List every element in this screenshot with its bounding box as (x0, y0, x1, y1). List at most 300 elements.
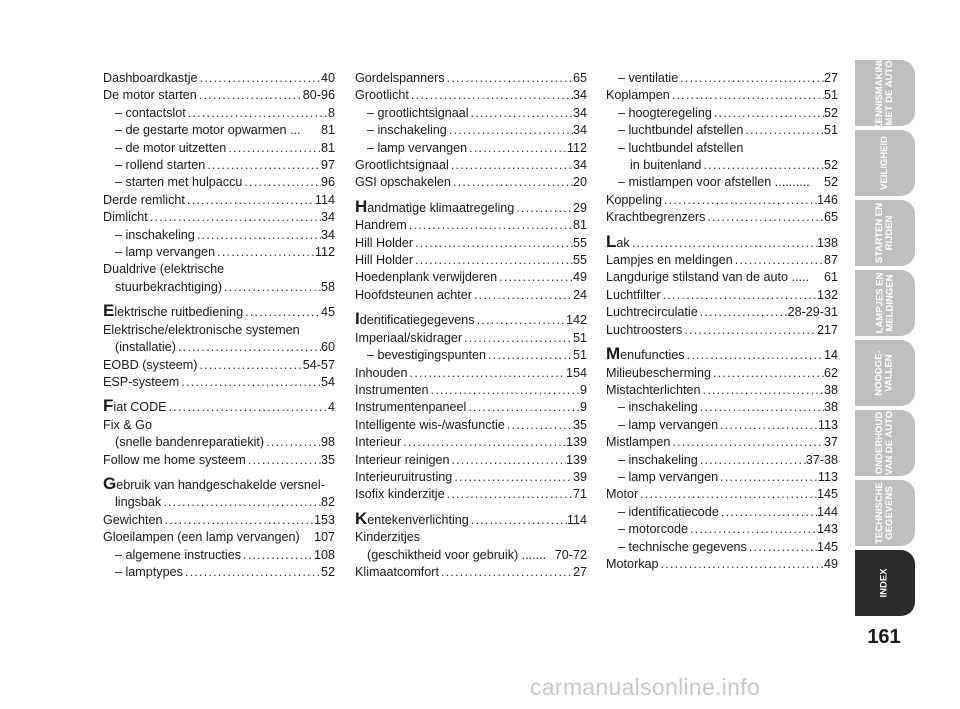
entry-text: Dashboardkastje (103, 71, 198, 85)
entry-text: – lamp vervangen (367, 140, 468, 155)
entry-page: 52 (320, 564, 335, 579)
index-entry (355, 157, 587, 174)
index-entry-multiline (606, 140, 838, 175)
leader-dots (718, 469, 818, 486)
entry-page: 81 (320, 123, 335, 138)
entry-text: Imperiaal/skidrager (355, 330, 463, 345)
entry-text: Isofix kinderzitje (355, 487, 445, 502)
entry-page: 9 (579, 400, 587, 415)
entry-text: Gloeilampen (een lamp vervangen) (103, 530, 300, 545)
entry-page: 37 (823, 435, 838, 450)
entry-initial: H (355, 196, 368, 216)
index-entry (355, 434, 587, 451)
index-entry (103, 547, 335, 564)
leader-dots (452, 469, 573, 486)
entry-term (606, 417, 718, 434)
leader-dots (638, 486, 817, 503)
leader-dots (701, 382, 824, 399)
index-entry (355, 140, 587, 157)
index-entry (606, 539, 838, 556)
index-entry (606, 345, 838, 364)
entry-term (103, 244, 215, 261)
leader-dots (413, 235, 573, 252)
entry-text: ak (616, 235, 630, 250)
entry-term (103, 547, 241, 564)
entry-term (606, 365, 711, 382)
leader-dots (462, 330, 573, 347)
entry-term (606, 192, 662, 209)
index-entry (606, 192, 838, 209)
entry-text: EOBD (systeem) (103, 357, 198, 372)
index-entry (103, 70, 335, 87)
index-entry (355, 87, 587, 104)
entry-page: 61 (823, 270, 838, 285)
entry-text: Interieuruitrusting (355, 469, 453, 484)
entry-page: 96 (320, 175, 335, 190)
entry-text: in buitenland (630, 158, 702, 173)
entry-text: – grootlichtsignaal (367, 105, 469, 120)
index-entry (103, 122, 335, 139)
index-entry (606, 70, 838, 87)
entry-term (103, 87, 197, 104)
leader-dots (698, 452, 806, 469)
index-entry (103, 87, 335, 104)
entry-text: – technische gegevens (618, 539, 747, 554)
index-entry (355, 510, 587, 529)
leader-dots (733, 252, 824, 269)
entry-term (103, 209, 148, 226)
entry-text: lingsbak (115, 495, 162, 510)
entry-text: andmatige klimaatregeling (367, 200, 515, 215)
leader-dots (450, 452, 566, 469)
leader-dots (688, 521, 817, 538)
section-tab[interactable] (855, 55, 915, 131)
leader-dots (198, 70, 321, 87)
entry-text: Hoofdsteunen achter (355, 287, 472, 302)
section-tab[interactable] (855, 270, 915, 336)
entry-term (355, 87, 409, 104)
index-entry (606, 452, 838, 469)
index-entry (103, 529, 335, 546)
entry-text: Luchtfilter (606, 287, 661, 302)
entry-text: Koplampen (606, 88, 670, 103)
entry-page: 39 (572, 469, 587, 484)
entry-text: Instrumentenpaneel (355, 400, 467, 415)
entry-term (355, 287, 472, 304)
section-tab[interactable] (855, 130, 915, 196)
leader-dots (409, 87, 573, 104)
index-entry (606, 399, 838, 416)
index-entry (103, 357, 335, 374)
index-entry (606, 469, 838, 486)
entry-term (103, 452, 246, 469)
entry-initial: M (606, 344, 621, 364)
entry-text: lektrische ruitbediening (114, 305, 244, 320)
entry-page: 146 (816, 192, 838, 207)
leader-dots (472, 287, 573, 304)
index-entry (355, 347, 587, 364)
entry-term (606, 539, 747, 556)
entry-term (103, 122, 301, 139)
leader-dots (682, 322, 817, 339)
entry-term (103, 192, 185, 209)
index-entry-multiline (103, 322, 335, 357)
index-entry (606, 556, 838, 573)
leader-dots (670, 87, 824, 104)
leader-dots (469, 105, 573, 122)
entry-initial: K (355, 508, 368, 528)
index-entry (355, 417, 587, 434)
entry-text: stuurbekrachtiging) (115, 279, 223, 294)
entry-page: 81 (320, 140, 335, 155)
index-entry (103, 452, 335, 469)
leader-dots (467, 140, 567, 157)
entry-term (355, 382, 429, 399)
leader-dots (167, 399, 328, 416)
leader-dots (743, 122, 824, 139)
entry-page: 107 (313, 530, 335, 545)
entry-term (606, 287, 661, 304)
leader-dots (179, 374, 321, 391)
leader-dots (222, 279, 321, 296)
entry-term (355, 174, 451, 191)
index-entry (355, 310, 587, 329)
index-entry-multiline (103, 475, 335, 512)
index-entry (355, 382, 587, 399)
section-tab-strip (855, 55, 915, 620)
entry-page: 51 (823, 88, 838, 103)
entry-term (355, 452, 450, 469)
entry-text: GSI opschakelen (355, 175, 451, 190)
entry-first-line (103, 475, 335, 494)
entry-term (606, 486, 638, 503)
entry-term (103, 374, 179, 391)
entry-term (103, 140, 226, 157)
entry-page: 9 (579, 382, 587, 397)
entry-text: – lamp vervangen (115, 245, 216, 260)
entry-text: – algemene instructies (115, 547, 242, 562)
entry-term (103, 157, 205, 174)
entry-page: 139 (565, 452, 587, 467)
index-entry (606, 287, 838, 304)
entry-term (355, 469, 452, 486)
leader-dots (678, 70, 824, 87)
index-column-1 (103, 70, 335, 581)
leader-dots (243, 304, 321, 321)
leader-dots (711, 365, 824, 382)
entry-term (606, 209, 705, 226)
index-entry (606, 252, 838, 269)
entry-term (355, 365, 408, 382)
entry-term (355, 122, 447, 139)
entry-term (355, 310, 475, 329)
entry-page: 62 (823, 365, 838, 380)
index-entry (103, 244, 335, 261)
entry-term (355, 105, 469, 122)
entry-term (355, 217, 407, 234)
entry-text: Lampjes en meldingen (606, 253, 733, 268)
entry-text: Grootlicht (355, 88, 409, 103)
entry-page: 71 (572, 487, 587, 502)
section-tab[interactable] (855, 480, 915, 546)
leader-dots (659, 556, 824, 573)
entry-text: Derde remlicht (103, 192, 185, 207)
entry-text: iat CODE (113, 400, 167, 415)
entry-term (103, 174, 242, 191)
leader-dots (466, 399, 580, 416)
page-number: 161 (867, 626, 901, 648)
entry-page: 52 (823, 158, 838, 173)
index-entry (355, 564, 587, 581)
entry-text: – inschakeling (115, 227, 195, 242)
section-tab[interactable] (855, 410, 915, 476)
index-entry (355, 269, 587, 286)
entry-page: 54 (320, 374, 335, 389)
entry-page: 29 (572, 200, 587, 215)
leader-dots (197, 357, 302, 374)
watermark: carmanualsonline.info (530, 674, 761, 700)
entry-page: 49 (572, 270, 587, 285)
entry-text: (snelle bandenreparatiekit) (115, 435, 265, 450)
entry-text: – rollend starten (115, 158, 206, 173)
section-tab-label: TECHNISCHE GEGEVENS (874, 482, 896, 544)
entry-page: 27 (823, 71, 838, 85)
entry-first-line (355, 529, 587, 546)
index-entry (355, 287, 587, 304)
entry-term (606, 122, 743, 139)
entry-text: dentificatiegegevens (359, 313, 475, 328)
index-entry (355, 330, 587, 347)
index-entry (103, 302, 335, 321)
leader-dots (195, 227, 321, 244)
leader-dots (469, 512, 567, 529)
index-entry-multiline (103, 417, 335, 452)
leader-dots (185, 192, 315, 209)
leader-dots (413, 252, 573, 269)
section-tab-label: INDEX (878, 568, 890, 598)
index-entry (355, 70, 587, 87)
entry-initial: E (103, 301, 115, 321)
index-entry (355, 252, 587, 269)
entry-page: 58 (320, 279, 335, 294)
section-tab-label: KENNISMAKING MET DE AUTO (874, 55, 896, 131)
entry-page: 34 (572, 123, 587, 138)
entry-text: Inhouden (355, 365, 408, 380)
entry-term (103, 357, 197, 374)
entry-term (355, 140, 467, 157)
entry-page: 80-96 (302, 88, 335, 103)
entry-page: 60 (320, 340, 335, 355)
entry-term (355, 417, 505, 434)
entry-page: 54-57 (302, 357, 335, 372)
entry-text: Koppeling (606, 192, 663, 207)
index-entry (355, 547, 587, 564)
entry-page: 51 (572, 330, 587, 345)
entry-text: Mistachterlichten (606, 382, 701, 397)
entry-term (606, 174, 810, 191)
entry-text: (geschiktheid voor gebruik) ....... (367, 547, 547, 562)
leader-dots (662, 192, 817, 209)
entry-page: 55 (572, 253, 587, 268)
index-entry (103, 339, 335, 356)
entry-term (355, 269, 497, 286)
entry-term (103, 529, 300, 546)
entry-page: 87 (823, 253, 838, 268)
index-entry (355, 217, 587, 234)
section-tab[interactable] (855, 200, 915, 266)
entry-term (606, 70, 678, 87)
leader-dots (449, 157, 573, 174)
leader-dots (445, 486, 573, 503)
entry-text: – lamp vervangen (618, 417, 719, 432)
entry-first-line (103, 261, 335, 278)
entry-text: Intelligente wis-/wasfunctie (355, 417, 505, 432)
entry-term (355, 510, 469, 529)
entry-initial: G (103, 473, 117, 493)
index-entry (606, 365, 838, 382)
leader-dots (447, 122, 573, 139)
index-entry (355, 198, 587, 217)
entry-text: – motorcode (618, 522, 689, 537)
entry-text: Follow me home systeem (103, 452, 246, 467)
index-entry (103, 374, 335, 391)
entry-page: 65 (823, 210, 838, 225)
entry-term (355, 434, 401, 451)
index-entry (103, 397, 335, 416)
entry-term (355, 486, 445, 503)
entry-page: 51 (572, 348, 587, 363)
entry-term (103, 279, 222, 296)
leader-dots (176, 339, 321, 356)
index-entry (606, 122, 838, 139)
leader-dots (226, 140, 321, 157)
entry-page: 27 (572, 564, 587, 579)
entry-term (606, 382, 701, 399)
index-entry (606, 417, 838, 434)
entry-term (606, 399, 698, 416)
entry-page: 145 (816, 539, 838, 554)
index-entry (103, 209, 335, 226)
entry-term (606, 157, 701, 174)
entry-text: Grootlichtsignaal (355, 158, 449, 173)
index-entry (606, 382, 838, 399)
entry-text: Langdurige stilstand van de auto ..... (606, 270, 810, 285)
entry-page: 37-38 (805, 452, 838, 467)
index-entry (355, 122, 587, 139)
entry-text-line1: Dualdrive (elektrische (103, 262, 225, 277)
entry-page: 113 (817, 469, 838, 484)
index-entry (103, 494, 335, 511)
entry-page: 40 (320, 71, 335, 85)
entry-page: 35 (320, 452, 335, 467)
entry-page: 24 (572, 287, 587, 302)
leader-dots (514, 200, 573, 217)
entry-page: 65 (572, 71, 587, 85)
leader-dots (718, 417, 818, 434)
entry-page: 81 (572, 218, 587, 233)
entry-term (355, 252, 413, 269)
entry-text: – contactslot (115, 105, 186, 120)
entry-term (606, 452, 698, 469)
leader-dots (183, 564, 321, 581)
leader-dots (630, 235, 817, 252)
section-tab-label: STARTEN EN RIJDEN (874, 203, 895, 263)
entry-text: Motor (606, 487, 639, 502)
entry-term (103, 302, 243, 321)
entry-page: 28-29-31 (787, 305, 838, 320)
entry-page: 52 (823, 175, 838, 190)
entry-text: Interieur reinigen (355, 452, 450, 467)
entry-term (103, 339, 176, 356)
leader-dots (408, 365, 566, 382)
leader-dots (246, 452, 321, 469)
index-entry (606, 87, 838, 104)
index-entry (355, 235, 587, 252)
entry-term (103, 397, 167, 416)
entry-text: Motorkap (606, 556, 659, 571)
entry-page: 143 (816, 522, 838, 537)
leader-dots (705, 209, 824, 226)
entry-page: 20 (572, 175, 587, 190)
entry-initial: L (606, 231, 617, 251)
entry-text: – lamptypes (115, 564, 183, 579)
entry-term (103, 105, 186, 122)
leader-dots (197, 87, 303, 104)
index-entry (606, 521, 838, 538)
index-entry (606, 209, 838, 226)
leader-dots (670, 434, 824, 451)
leader-dots (747, 539, 817, 556)
section-tab-label: ONDERHOUD VAN DE AUTO (874, 410, 895, 476)
leader-dots (505, 417, 573, 434)
index-entry (355, 105, 587, 122)
leader-dots (439, 564, 573, 581)
leader-dots (161, 494, 321, 511)
entry-page: 38 (823, 400, 838, 415)
index-entry (606, 504, 838, 521)
entry-text: (installatie) (115, 340, 176, 355)
entry-page: 112 (314, 245, 335, 260)
entry-page: 132 (816, 287, 838, 302)
entry-text: Luchtrecirculatie (606, 305, 698, 320)
leader-dots (661, 287, 817, 304)
leader-dots (401, 434, 566, 451)
section-tab[interactable] (855, 550, 915, 616)
leader-dots (497, 269, 573, 286)
entry-page: 98 (320, 435, 335, 450)
section-tab[interactable] (855, 340, 915, 406)
index-entry (606, 304, 838, 321)
leader-dots (241, 547, 314, 564)
entry-term (103, 494, 161, 511)
index-entry (606, 157, 838, 174)
entry-text: Klimaatcomfort (355, 564, 439, 579)
entry-text: Krachtbegrenzers (606, 210, 706, 225)
entry-text: Dimlicht (103, 210, 148, 225)
entry-text: Handrem (355, 218, 407, 233)
entry-page: 153 (313, 512, 335, 527)
entry-text: Milieubescherming (606, 365, 711, 380)
entry-term (606, 304, 698, 321)
leader-dots (215, 244, 315, 261)
leader-dots (242, 174, 321, 191)
entry-text: Gewichten (103, 512, 163, 527)
entry-term (355, 157, 449, 174)
entry-text: – inschakeling (367, 123, 447, 138)
entry-page: 38 (823, 382, 838, 397)
leader-dots (186, 105, 328, 122)
entry-text: Instrumenten (355, 382, 429, 397)
